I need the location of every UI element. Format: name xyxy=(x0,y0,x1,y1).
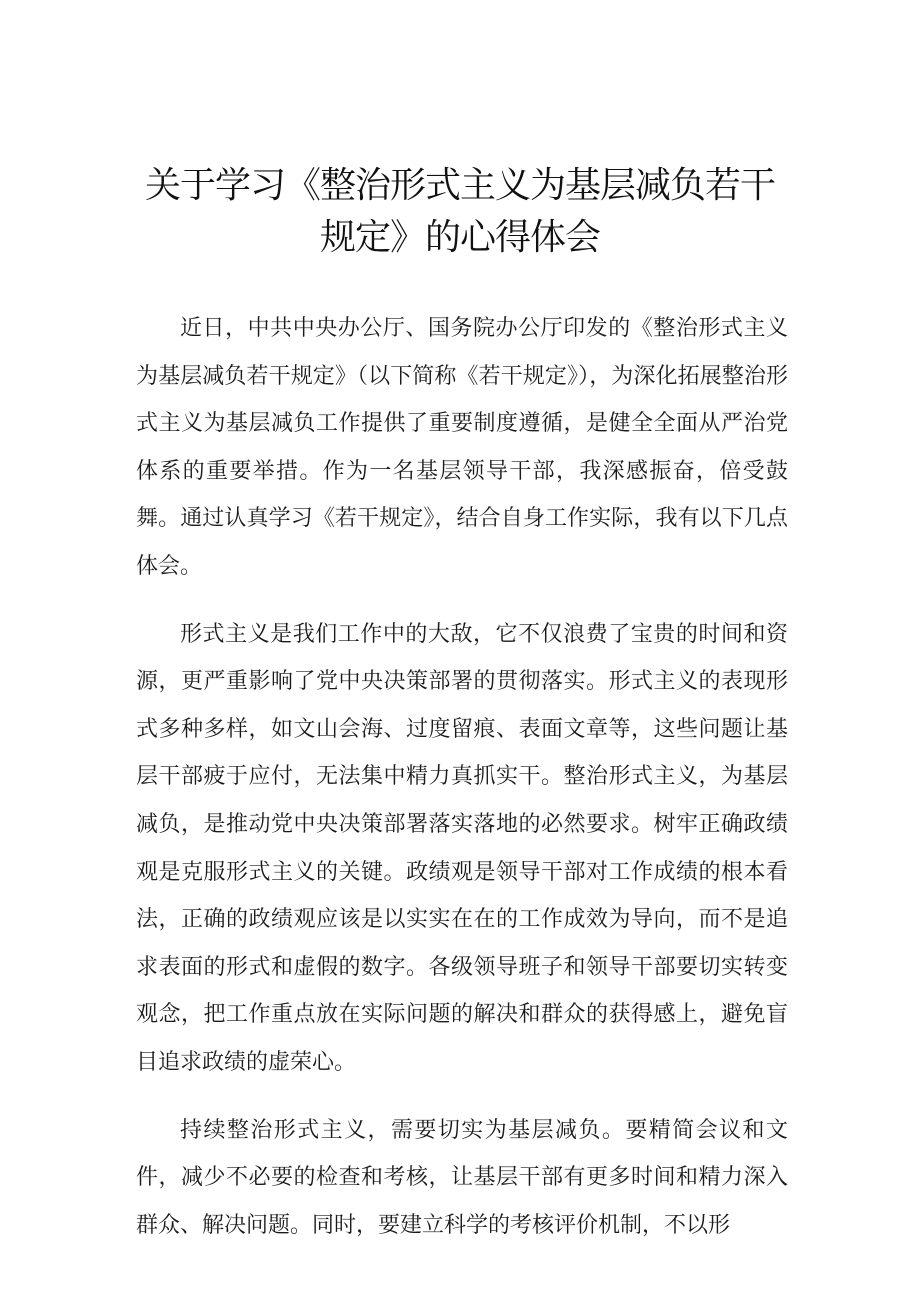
document-body xyxy=(136,305,788,1269)
paragraph-3: 持续整治形式主义，需要切实为基层减负。要精简会议和文件，减少不必要的检查和考核，让基层干部有更多时间和精力深入群众、解决问题。同时，要建立科学的考核评价机制，不以形 xyxy=(136,1117,788,1238)
title-line-2: 规定》的心得体会 xyxy=(319,217,600,258)
paragraph-1: 近日，中共中央办公厅、国务院办公厅印发的《整治形式主义为基层减负若干规定》（以下简称《若干规定》），为深化拓展整治形式主义为基层减负工作提供了重要制度遵循，是健全全面从严治党体系的重要举措。作为一名基层领导干部，我深感振奋，倍受鼓舞。通过认真学习《若干规定》，结合自身工作实际，我有以下几点体会。 xyxy=(136,316,788,579)
title-line-1: 关于学习《整治形式主义为基层减负若干 xyxy=(144,165,775,206)
document-title xyxy=(120,160,800,264)
paragraph-2: 形式主义是我们工作中的大敌，它不仅浪费了宝贵的时间和资源，更严重影响了党中央决策部署的贯彻落实。形式主义的表现形式多种多样，如文山会海、过度留痕、表面文章等，这些问题让基层干部疲于应付，无法集中精力真抓实干。整治形式主义，为基层减负，是推动党中央决策部署落实落地的必然要求。树牢正确政绩观是克服形式主义的关键。政绩观是领导干部对工作成绩的根本看法，正确的政绩观应该是以实实在在的工作成效为导向，而不是追求表面的形式和虚假的数字。各级领导班子和领导干部要切实转变观念，把工作重点放在实际问题的解决和群众的获得感上，避免盲目追求政绩的虚荣心。 xyxy=(136,621,788,1075)
